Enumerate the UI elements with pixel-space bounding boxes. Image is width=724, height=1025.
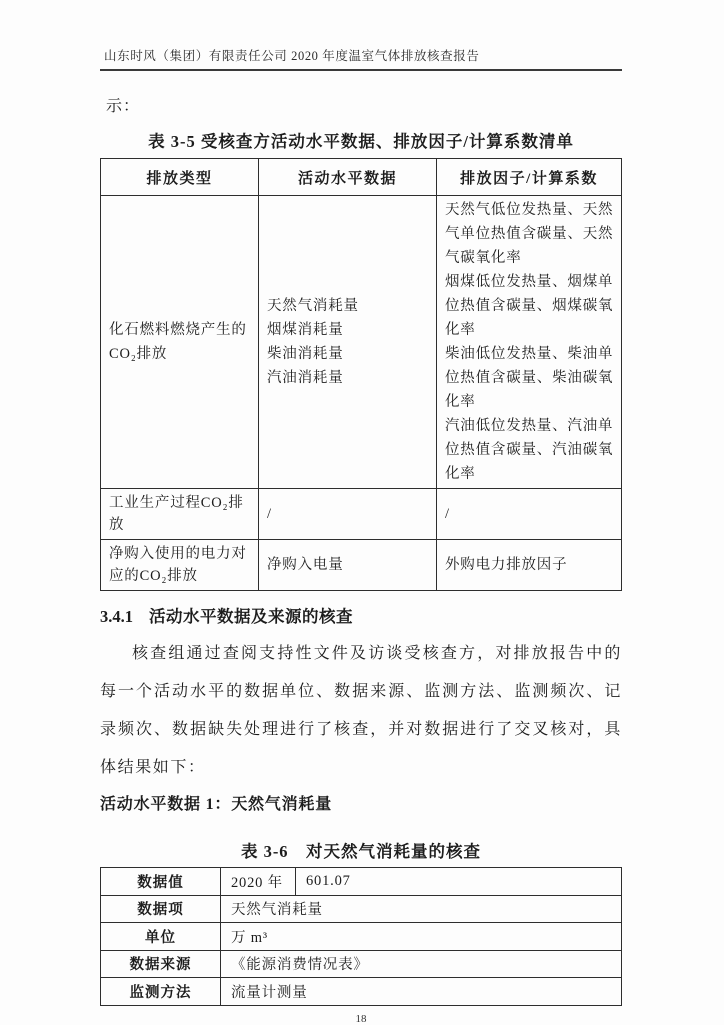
table-row	[101, 895, 622, 923]
row-label-cell: 数据项	[101, 895, 221, 923]
table-row	[101, 489, 622, 540]
intro-text: 示：	[106, 98, 141, 115]
table-3-5	[100, 158, 622, 591]
table-row	[101, 868, 622, 896]
section-title: 活动水平数据及来源的核查	[149, 607, 353, 626]
activity-item: 柴油消耗量	[267, 346, 344, 362]
activity-data-label: 活动水平数据 1：天然气消耗量	[100, 796, 333, 813]
emission-type-cell: 工业生产过程CO₂排放	[101, 489, 259, 540]
emission-factor-cell	[437, 196, 622, 489]
value-cell: 流量计测量	[221, 978, 622, 1006]
row-label-cell: 监测方法	[101, 978, 221, 1006]
activity-data-cell	[259, 196, 437, 489]
table-row	[101, 540, 622, 591]
table-row	[101, 196, 622, 489]
table-row	[101, 923, 622, 951]
table-3-6	[100, 867, 622, 1006]
emission-type-cell	[101, 196, 259, 489]
year-cell: 2020 年	[221, 868, 296, 896]
factor-item: 天然气低位发热量、天然气单位热值含碳量、天然气碳氧化率	[445, 202, 614, 266]
column-header-emission-type: 排放类型	[101, 159, 259, 196]
factor-item: 柴油低位发热量、柴油单位热值含碳量、柴油碳氧化率	[445, 346, 614, 410]
value-cell: 万 m³	[221, 923, 622, 951]
running-header: 山东时风（集团）有限责任公司 2020 年度温室气体排放核查报告	[100, 46, 622, 71]
column-header-activity-data: 活动水平数据	[259, 159, 437, 196]
emission-type-text: 化石燃料燃烧产生的CO₂排放	[109, 322, 247, 362]
body-paragraph: 核查组通过查阅支持性文件及访谈受核查方，对排放报告中的每一个活动水平的数据单位、数据来源、监测方法、监测频次、记录频次、数据缺失处理进行了核查，并对数据进行了交叉核对，具体结果如下：	[100, 645, 622, 776]
table-row	[101, 950, 622, 978]
emission-type-cell: 净购入使用的电力对应的CO₂排放	[101, 540, 259, 591]
activity-data-cell: /	[259, 489, 437, 540]
page-number: 18	[355, 1012, 367, 1025]
value-cell: 天然气消耗量	[221, 895, 622, 923]
factor-item: 烟煤低位发热量、烟煤单位热值含碳量、烟煤碳氧化率	[445, 274, 614, 338]
table36-title: 表 3-6 对天然气消耗量的核查	[240, 842, 482, 861]
section-number: 3.4.1	[100, 607, 133, 626]
activity-data-cell: 净购入电量	[259, 540, 437, 591]
activity-item: 汽油消耗量	[267, 370, 344, 386]
section-heading	[100, 603, 622, 627]
emission-factor-cell: /	[437, 489, 622, 540]
row-label-cell: 单位	[101, 923, 221, 951]
value-cell: 601.07	[296, 868, 622, 896]
table35-header-row	[101, 159, 622, 196]
table35-title: 表 3-5 受核查方活动水平数据、排放因子/计算系数清单	[148, 132, 574, 151]
row-label-cell: 数据来源	[101, 950, 221, 978]
factor-item: 汽油低位发热量、汽油单位热值含碳量、汽油碳氧化率	[445, 418, 614, 482]
value-cell: 《能源消费情况表》	[221, 950, 622, 978]
activity-item: 烟煤消耗量	[267, 322, 344, 338]
row-label-cell: 数据值	[101, 868, 221, 896]
table-row	[101, 978, 622, 1006]
column-header-emission-factor: 排放因子/计算系数	[437, 159, 622, 196]
emission-factor-cell: 外购电力排放因子	[437, 540, 622, 591]
activity-item: 天然气消耗量	[267, 298, 359, 314]
